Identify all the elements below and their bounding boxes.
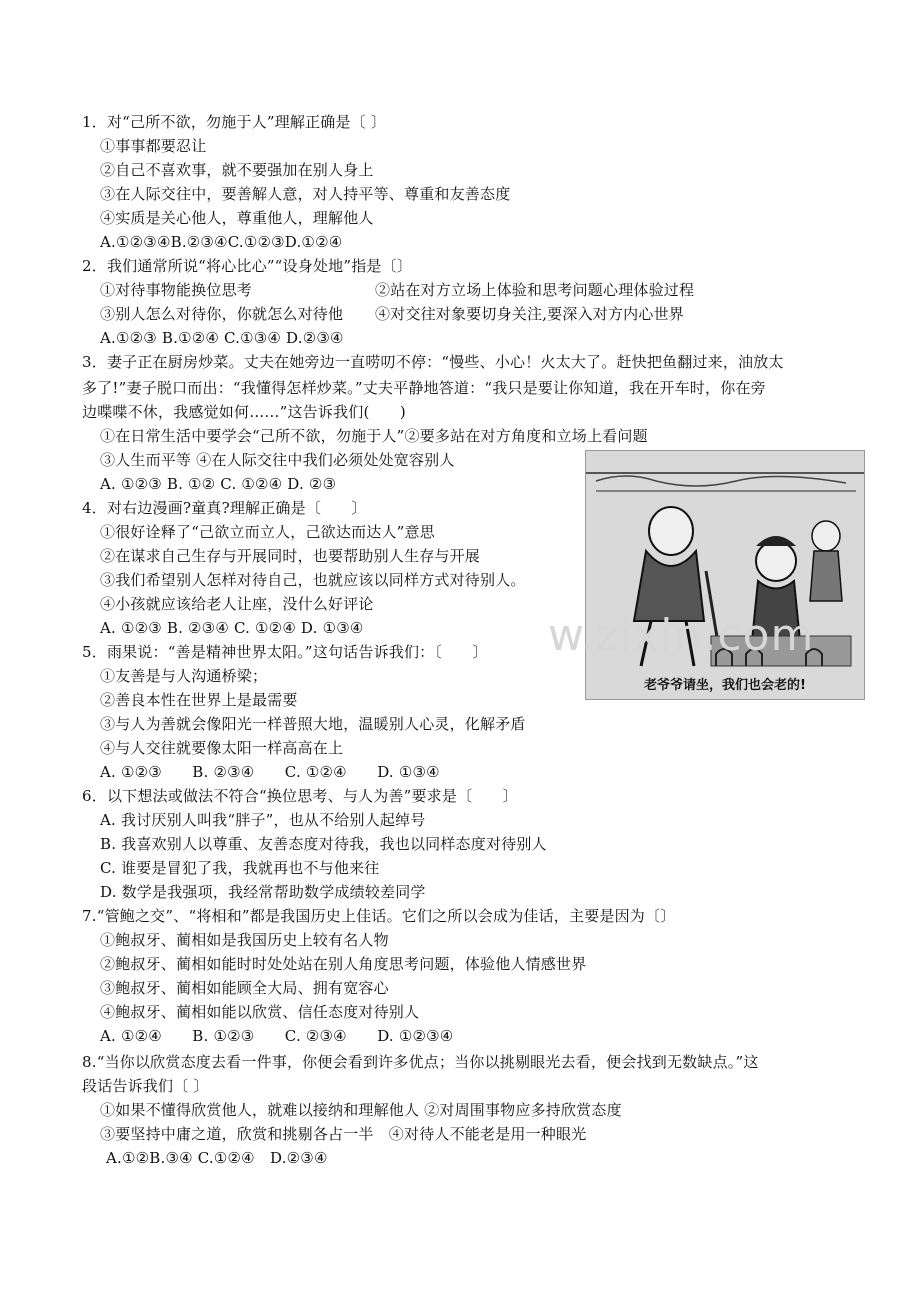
question-2-stem: 2．我们通常所说“将心比心”“设身处地”指是〔〕: [82, 257, 413, 275]
question-4-option: ④小孩就应该给老人让座，没什么好评论: [100, 595, 374, 613]
question-3-stem: 3．妻子正在厨房炒菜。丈夫在她旁边一直唠叨不停：“慢些、小心！火太大了。赶快把鱼翻过来，油放太: [82, 353, 784, 371]
question-5-option: ②善良本性在世界上是最需要: [100, 691, 298, 709]
question-3-choices: A. ①②③ B. ①② C. ①②④ D. ②③: [100, 475, 337, 493]
cartoon-image: [585, 450, 865, 700]
question-8-option: ③要坚持中庸之道，欣赏和挑剔各占一半 ④对待人不能老是用一种眼光: [100, 1125, 587, 1143]
question-4-option: ①很好诠释了“己欲立而立人，己欲达而达人”意思: [100, 523, 435, 541]
question-7-option: ②鲍叔牙、蔺相如能时时处处站在别人角度思考问题，体验他人情感世界: [100, 955, 587, 973]
question-4-stem: 4．对右边漫画?童真?理解正确是〔 〕: [82, 499, 367, 517]
question-3-option: ③人生而平等 ④在人际交往中我们必须处处宽容别人: [100, 451, 455, 469]
question-2-option: ③别人怎么对待你，你就怎么对待他: [100, 305, 344, 323]
question-6-stem: 6．以下想法或做法不符合“换位思考、与人为善”要求是〔 〕: [82, 787, 518, 805]
question-5-stem: 5．雨果说：“善是精神世界太阳。”这句话告诉我们：〔 〕: [82, 643, 488, 661]
question-4-option: ②在谋求自己生存与开展同时，也要帮助别人生存与开展: [100, 547, 481, 565]
question-1-option: ④实质是关心他人，尊重他人，理解他人: [100, 209, 374, 227]
watermark-text: w.zixin.com: [548, 610, 815, 661]
question-6-option: C. 谁要是冒犯了我，我就再也不与他来往: [100, 859, 380, 877]
question-5-option: ①友善是与人沟通桥梁；: [100, 667, 268, 685]
question-3-option: ①在日常生活中要学会“己所不欲，勿施于人”②要多站在对方角度和立场上看问题: [100, 427, 648, 445]
question-7-option: ③鲍叔牙、蔺相如能顾全大局、拥有宽容心: [100, 979, 389, 997]
question-7-stem: 7.“管鲍之交”、“将相和”都是我国历史上佳话。它们之所以会成为佳话，主要是因为〔〕: [82, 907, 676, 925]
question-8-stem: 段话告诉我们〔 〕: [82, 1077, 209, 1095]
question-1-stem: 1．对“己所不欲，勿施于人”理解正确是〔 〕: [82, 113, 387, 131]
question-8-choices: A.①②B.③④ C.①②④ D.②③④: [106, 1149, 328, 1167]
question-3-stem: 边喋喋不休，我感觉如何……”这告诉我们( ): [82, 403, 406, 421]
question-4-option: ③我们希望别人怎样对待自己，也就应该以同样方式对待别人。: [100, 571, 526, 589]
question-7-choices: A. ①②④ B. ①②③ C. ②③④ D. ①②③④: [100, 1027, 454, 1045]
question-5-option: ③与人为善就会像阳光一样普照大地，温暖别人心灵，化解矛盾: [100, 715, 526, 733]
question-8-stem: 8.“当你以欣赏态度去看一件事，你便会看到许多优点；当你以挑剔眼光去看，便会找到无数缺点。”这: [82, 1053, 759, 1071]
question-2-option: ④对交往对象要切身关注,要深入对方内心世界: [375, 305, 684, 323]
question-6-option: A. 我讨厌别人叫我“胖子”，也从不给别人起绰号: [100, 811, 426, 829]
question-1-choices: A.①②③④B.②③④C.①②③D.①②④: [100, 233, 343, 251]
question-7-option: ①鲍叔牙、蔺相如是我国历史上较有名人物: [100, 931, 389, 949]
question-8-option: ①如果不懂得欣赏他人，就难以接纳和理解他人 ②对周围事物应多持欣赏态度: [100, 1101, 622, 1119]
cartoon-drawing: [586, 451, 864, 699]
question-1-option: ①事事都要忍让: [100, 137, 207, 155]
question-5-option: ④与人交往就要像太阳一样高高在上: [100, 739, 344, 757]
question-6-option: B. 我喜欢别人以尊重、友善态度对待我，我也以同样态度对待别人: [100, 835, 547, 853]
question-2-option: ②站在对方立场上体验和思考问题心理体验过程: [375, 281, 695, 299]
question-7-option: ④鲍叔牙、蔺相如能以欣赏、信任态度对待别人: [100, 1003, 420, 1021]
question-4-choices: A. ①②③ B. ②③④ C. ①②④ D. ①③④: [100, 619, 364, 637]
question-2-choices: A.①②③ B.①②④ C.①③④ D.②③④: [100, 329, 344, 347]
question-5-choices: A. ①②③ B. ②③④ C. ①②④ D. ①③④: [100, 763, 440, 781]
question-1-option: ②自己不喜欢事，就不要强加在别人身上: [100, 161, 374, 179]
question-3-stem: 多了!”妻子脱口而出：“我懂得怎样炒菜。”丈夫平静地答道：“我只是要让你知道，我在开车时，你在旁: [82, 379, 766, 397]
question-1-option: ③在人际交往中，要善解人意，对人持平等、尊重和友善态度: [100, 185, 511, 203]
cartoon-caption: 老爷爷请坐，我们也会老的!: [644, 678, 806, 693]
question-6-option: D. 数学是我强项，我经常帮助数学成绩较差同学: [100, 883, 426, 901]
question-2-option: ①对待事物能换位思考: [100, 281, 253, 299]
